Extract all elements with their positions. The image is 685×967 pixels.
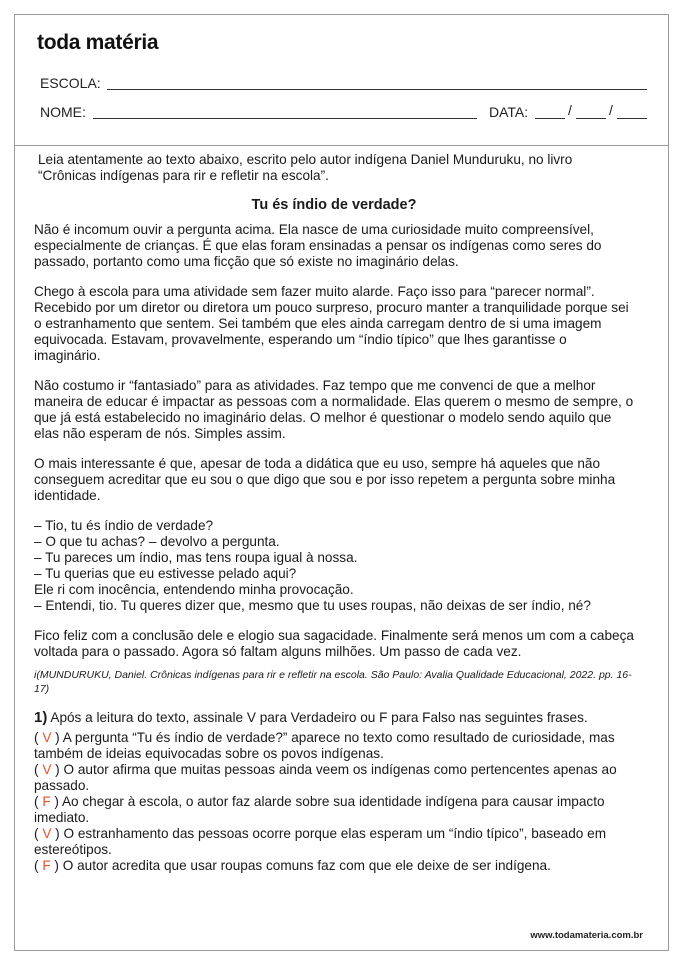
date-month-field[interactable] bbox=[576, 118, 606, 119]
answer-mark[interactable]: F bbox=[42, 794, 51, 809]
answer-text: A pergunta “Tu és índio de verdade?” aparece no texto como resultado de curiosidade, mas também de ideias equivocadas sobre os povos indígenas. bbox=[34, 730, 615, 761]
intro-text: Leia atentamente ao texto abaixo, escrito pelo autor indígena Daniel Munduruku, no livro “Crônicas indígenas para rir e refletir na escola”. bbox=[38, 152, 573, 183]
answer-text: O estranhamento das pessoas ocorre porque elas esperam um “índio típico”, baseado em estereótipos. bbox=[34, 826, 607, 857]
answer-text: Ao chegar à escola, o autor faz alarde sobre sua identidade indígena para causar impacto imediato. bbox=[34, 794, 605, 825]
dialogue-line: – Tio, tu és índio de verdade? bbox=[34, 518, 214, 533]
question-1 bbox=[34, 710, 634, 726]
date-day-field[interactable] bbox=[535, 118, 565, 119]
date-separator: / bbox=[568, 102, 572, 118]
date-separator: / bbox=[609, 102, 613, 118]
answer-mark[interactable]: V bbox=[42, 762, 52, 777]
paren-open: ( bbox=[34, 730, 39, 745]
question-number: 1) bbox=[34, 709, 48, 726]
paren-close: ) bbox=[55, 730, 60, 745]
date-year-field[interactable] bbox=[617, 118, 647, 119]
paren-open: ( bbox=[34, 826, 39, 841]
dialogue-line: – O que tu achas? – devolvo a pergunta. bbox=[34, 534, 280, 549]
paragraph: O mais interessante é que, apesar de toda a didática que eu uso, sempre há aqueles que não conseguem acreditar que eu sou o que digo que sou e por isso repetem a pergunta sobre minha identidade. bbox=[34, 456, 616, 503]
dialogue-line: – Tu pareces um índio, mas tens roupa igual à nossa. bbox=[34, 550, 358, 565]
nome-label: NOME: bbox=[40, 104, 86, 120]
dialogue-line: Ele ri com inocência, entendendo minha provocação. bbox=[34, 582, 354, 597]
dialogue-line: – Entendi, tio. Tu queres dizer que, mesmo que tu uses roupas, não deixas de ser índio, né? bbox=[34, 598, 591, 613]
answer-text: O autor afirma que muitas pessoas ainda veem os indígenas como pertencentes apenas ao passado. bbox=[34, 762, 617, 793]
text-title: Tu és índio de verdade? bbox=[251, 197, 417, 213]
answer-text: O autor acredita que usar roupas comuns faz com que ele deixe de ser indígena. bbox=[62, 858, 551, 873]
escola-field[interactable] bbox=[107, 89, 647, 90]
paren-close: ) bbox=[54, 858, 59, 873]
answer-mark[interactable]: V bbox=[42, 826, 52, 841]
paren-open: ( bbox=[34, 794, 39, 809]
answer-item bbox=[34, 730, 634, 762]
answer-mark[interactable]: F bbox=[42, 858, 51, 873]
worksheet-header bbox=[15, 15, 668, 146]
footer-url[interactable]: www.todamateria.com.br bbox=[530, 930, 643, 941]
data-label: DATA: bbox=[489, 104, 529, 120]
paren-close: ) bbox=[55, 762, 60, 777]
paren-open: ( bbox=[34, 762, 39, 777]
paren-open: ( bbox=[34, 858, 39, 873]
paragraph: Não costumo ir “fantasiado” para as atividades. Faz tempo que me convenci de que a melhor maneira de educar é impactar as pessoas com a normalidade. Elas querem o mesmo de sempre, o que já está estabelecido no imaginário delas. O melhor é questionar o modelo sendo aquilo que elas não esperam de nós. Simples assim. bbox=[34, 378, 634, 441]
answer-mark[interactable]: V bbox=[42, 730, 52, 745]
citation: i(MUNDURUKU, Daniel. Crônicas indígenas para rir e refletir na escola. São Paulo: Avalia Qualidade Educacional, 2022. pp. 16-17) bbox=[34, 669, 632, 695]
question-text: Após a leitura do texto, assinale V para Verdadeiro ou F para Falso nas seguintes frases. bbox=[50, 710, 588, 725]
answer-item bbox=[34, 858, 634, 874]
answer-item bbox=[34, 762, 634, 794]
escola-label: ESCOLA: bbox=[40, 75, 101, 91]
answer-item bbox=[34, 826, 634, 858]
dialogue-line: – Tu querias que eu estivesse pelado aqui? bbox=[34, 566, 297, 581]
paren-close: ) bbox=[54, 794, 59, 809]
nome-field[interactable] bbox=[93, 118, 477, 119]
answer-item bbox=[34, 794, 634, 826]
dialogue bbox=[34, 518, 634, 614]
paragraph: Chego à escola para uma atividade sem fazer muito alarde. Faço isso para “parecer normal”. Recebido por um diretor ou diretora um pouco surpreso, procuro manter a tranquilidade porque sei o estranhamento que sentem. Sei também que eles ainda carregam dentro de si uma imagem equivocada. Estavam, provavelmente, esperando um “índio típico” que lhes garantisse o imaginário. bbox=[34, 284, 629, 363]
paren-close: ) bbox=[55, 826, 60, 841]
worksheet-content bbox=[34, 152, 634, 874]
closing-paragraph: Fico feliz com a conclusão dele e elogio sua sagacidade. Finalmente será menos um com a cabeça voltada para o passado. Agora só faltam alguns milhões. Um passo de cada vez. bbox=[34, 628, 634, 659]
logo: toda matéria bbox=[37, 31, 159, 54]
paragraph: Não é incomum ouvir a pergunta acima. Ela nasce de uma curiosidade muito compreensível, especialmente de crianças. É que elas foram ensinadas a pensar os indígenas como seres do passado, portanto como uma ficção que só existe no imaginário delas. bbox=[34, 222, 602, 269]
